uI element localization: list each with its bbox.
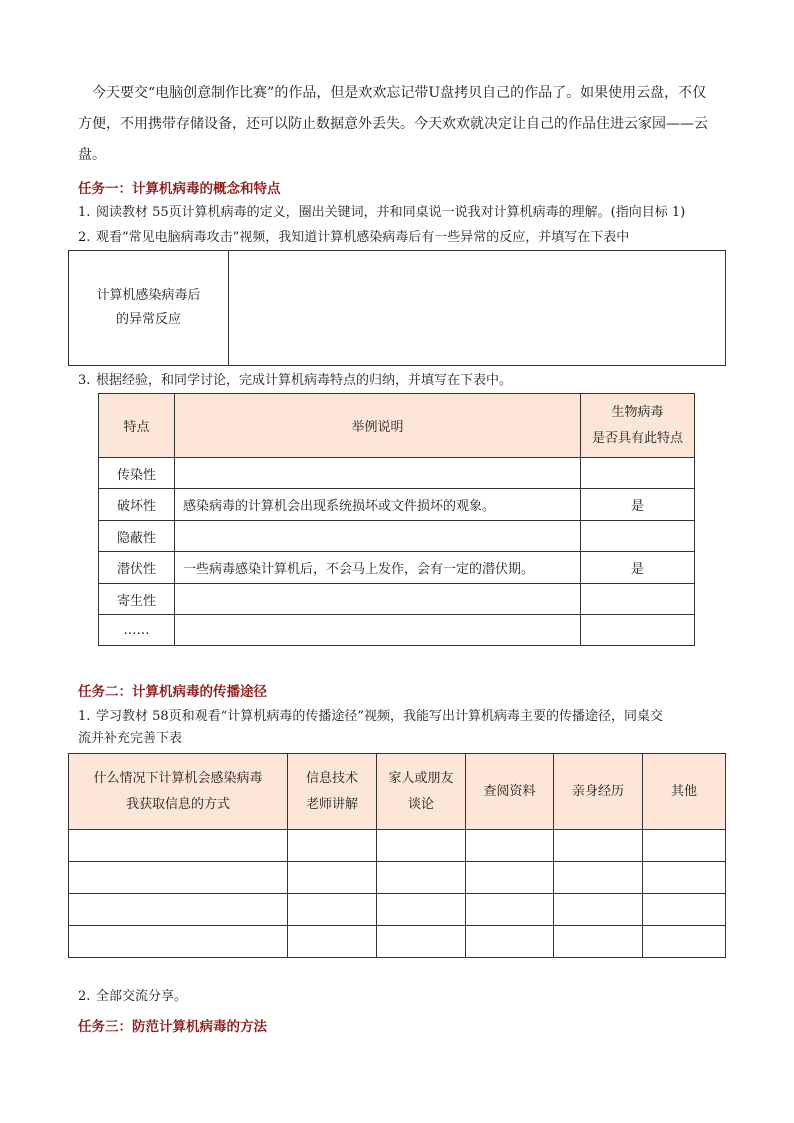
abnormal-reaction-label-line1: 计算机感染病毒后	[96, 288, 201, 303]
task1-item2-text: 观看“常见电脑病毒攻击”视频，我知道计算机感染病毒后有一些异常的反应，并填写在下表中	[96, 230, 630, 245]
header-col2-line2: 老师讲解	[305, 796, 358, 812]
bio-cell[interactable]: 是	[581, 552, 695, 584]
bio-cell[interactable]	[581, 615, 695, 646]
answer-cell[interactable]	[466, 862, 554, 894]
task1-heading: 任务一：计算机病毒的概念和特点	[78, 181, 281, 197]
answer-cell[interactable]	[69, 894, 288, 926]
header-col3-line2: 谈论	[407, 796, 434, 812]
feature-cell: ……	[99, 615, 175, 646]
table-row	[69, 830, 726, 862]
task1-item2-number: 2.	[78, 230, 91, 245]
task1-item3-text: 根据经验，和同学讨论，完成计算机病毒特点的归纳，并填写在下表中。	[96, 373, 513, 388]
abnormal-reaction-label	[69, 251, 229, 366]
header-bio-line2: 是否具有此特点	[591, 430, 683, 446]
answer-cell[interactable]	[288, 926, 377, 958]
feature-cell: 传染性	[99, 458, 175, 489]
task2-item2-number: 2.	[78, 989, 91, 1004]
task1-item1-text: 阅读教材 55页计算机病毒的定义，圈出关键词，并和同桌说一说我对计算机病毒的理解。(指向目标 1)	[96, 205, 686, 220]
header-other: 其他	[643, 754, 726, 830]
example-cell[interactable]	[175, 521, 581, 552]
answer-cell[interactable]	[554, 926, 643, 958]
table-row	[69, 894, 726, 926]
table-row	[99, 458, 695, 489]
task1-item2	[78, 227, 629, 249]
bio-cell[interactable]	[581, 584, 695, 615]
example-cell[interactable]: 一些病毒感染计算机后，不会马上发作，会有一定的潜伏期。	[175, 552, 581, 584]
answer-cell[interactable]	[554, 830, 643, 862]
intro-paragraph	[78, 78, 720, 171]
example-cell[interactable]	[175, 458, 581, 489]
header-example: 举例说明	[175, 394, 581, 458]
answer-cell[interactable]	[288, 830, 377, 862]
feature-cell: 隐蔽性	[99, 521, 175, 552]
answer-cell[interactable]	[69, 830, 288, 862]
header-feature: 特点	[99, 394, 175, 458]
task2-heading: 任务二：计算机病毒的传播途径	[78, 684, 267, 700]
bio-cell[interactable]	[581, 521, 695, 552]
task2-item2	[78, 986, 187, 1008]
answer-cell[interactable]	[69, 862, 288, 894]
answer-cell[interactable]	[643, 894, 726, 926]
task2-item2-text: 全部交流分享。	[96, 989, 188, 1004]
answer-cell[interactable]	[466, 894, 554, 926]
header-col1-line2: 我获取信息的方式	[125, 796, 230, 812]
answer-cell[interactable]	[554, 894, 643, 926]
header-info-source	[69, 754, 288, 830]
example-cell[interactable]	[175, 584, 581, 615]
answer-cell[interactable]	[554, 862, 643, 894]
task3-heading: 任务三：防范计算机病毒的方法	[78, 1019, 267, 1035]
answer-cell[interactable]	[377, 926, 466, 958]
features-header-row	[99, 394, 695, 458]
header-bio-line1: 生物病毒	[611, 404, 664, 420]
table-row	[99, 489, 695, 521]
bio-cell[interactable]	[581, 458, 695, 489]
answer-cell[interactable]	[377, 830, 466, 862]
answer-cell[interactable]	[288, 862, 377, 894]
answer-cell[interactable]	[377, 894, 466, 926]
task2-item1-number: 1.	[78, 709, 91, 724]
task2-item1-line2: 流并补充完善下表	[78, 731, 183, 746]
header-bio-virus	[581, 394, 695, 458]
task2-item1	[78, 706, 728, 750]
header-col1-line1: 什么情况下计算机会感染病毒	[93, 770, 263, 786]
bio-cell[interactable]: 是	[581, 489, 695, 521]
abnormal-reaction-label-line2: 的异常反应	[115, 312, 181, 327]
answer-cell[interactable]	[643, 830, 726, 862]
task1-item3	[78, 370, 512, 392]
intro-text: 今天要交“电脑创意制作比赛”的作品，但是欢欢忘记带U盘拷贝自己的作品了。如果使用云盘，不仅方便，不用携带存储设备，还可以防止数据意外丢失。今天欢欢就决定让自己的作品住进云家园——云盘。	[78, 85, 708, 163]
example-cell[interactable]: 感染病毒的计算机会出现系统损坏或文件损坏的观象。	[175, 489, 581, 521]
task1-item3-number: 3.	[78, 373, 91, 388]
answer-cell[interactable]	[466, 830, 554, 862]
feature-cell: 潜伏性	[99, 552, 175, 584]
transmission-header-row	[69, 754, 726, 830]
feature-cell: 寄生性	[99, 584, 175, 615]
header-research: 查阅资料	[466, 754, 554, 830]
header-teacher	[288, 754, 377, 830]
abnormal-reaction-table	[68, 250, 726, 366]
header-family	[377, 754, 466, 830]
header-col2-line1: 信息技术	[305, 770, 358, 786]
transmission-table	[68, 753, 726, 958]
table-row	[69, 926, 726, 958]
answer-cell[interactable]	[288, 894, 377, 926]
answer-cell[interactable]	[643, 862, 726, 894]
feature-cell: 破坏性	[99, 489, 175, 521]
task1-item1-number: 1.	[78, 205, 91, 220]
answer-cell[interactable]	[466, 926, 554, 958]
virus-features-table	[98, 393, 695, 646]
header-col3-line1: 家人或朋友	[388, 770, 454, 786]
table-row	[99, 521, 695, 552]
answer-cell[interactable]	[69, 926, 288, 958]
table-row	[99, 552, 695, 584]
table-row	[99, 615, 695, 646]
answer-cell[interactable]	[643, 926, 726, 958]
answer-cell[interactable]	[377, 862, 466, 894]
task2-item1-line1: 学习教材 58页和观看“计算机病毒的传播途径”视频，我能写出计算机病毒主要的传播途径，同桌交	[96, 709, 663, 724]
header-experience: 亲身经历	[554, 754, 643, 830]
abnormal-reaction-answer-cell[interactable]	[229, 251, 726, 366]
task1-item1	[78, 202, 685, 224]
table-row	[99, 584, 695, 615]
example-cell[interactable]	[175, 615, 581, 646]
table-row	[69, 862, 726, 894]
